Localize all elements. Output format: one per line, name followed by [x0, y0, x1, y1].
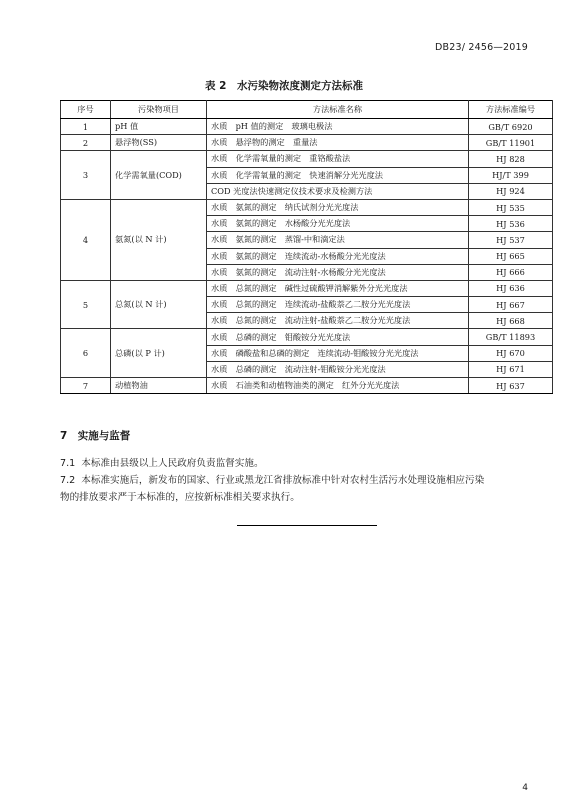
pollutant-item: pH 值 — [111, 119, 207, 135]
header-method-name: 方法标准名称 — [207, 101, 469, 119]
row-number: 5 — [61, 280, 111, 329]
method-name: 水质 化学需氧量的测定 快速消解分光光度法 — [207, 167, 469, 183]
method-code: HJ 924 — [469, 183, 553, 199]
method-code: HJ 670 — [469, 345, 553, 361]
method-name: 水质 氨氮的测定 水杨酸分光光度法 — [207, 216, 469, 232]
method-code: HJ 671 — [469, 361, 553, 377]
table-row — [61, 135, 553, 151]
method-name: 水质 总氮的测定 连续流动-盐酸萘乙二胺分光光度法 — [207, 297, 469, 313]
header-pollutant: 污染物项目 — [111, 101, 207, 119]
paragraph-7-2 — [60, 472, 552, 506]
header-no: 序号 — [61, 101, 111, 119]
table-row — [61, 199, 553, 215]
header-method-code: 方法标准编号 — [469, 101, 553, 119]
row-number: 2 — [61, 135, 111, 151]
method-code: GB/T 11893 — [469, 329, 553, 345]
pollutant-item: 总氮(以 N 计) — [111, 280, 207, 329]
method-code: HJ 668 — [469, 313, 553, 329]
table-row — [61, 329, 553, 345]
pollutant-item: 总磷(以 P 计) — [111, 329, 207, 378]
table-row — [61, 119, 553, 135]
clause-number: 7.2 — [60, 475, 76, 486]
method-name: COD 光度法快速测定仪技术要求及检测方法 — [207, 183, 469, 199]
method-name: 水质 氨氮的测定 纳氏试剂分光光度法 — [207, 199, 469, 215]
method-name: 水质 悬浮物的测定 重量法 — [207, 135, 469, 151]
table-row — [61, 378, 553, 394]
clause-text: 本标准由县级以上人民政府负责监督实施。 — [81, 458, 264, 469]
document-code: DB23/ 2456—2019 — [435, 42, 528, 53]
method-name: 水质 磷酸盐和总磷的测定 连续流动-钼酸铵分光光度法 — [207, 345, 469, 361]
end-rule — [237, 525, 377, 526]
clause-number: 7.1 — [60, 458, 76, 469]
method-name: 水质 pH 值的测定 玻璃电极法 — [207, 119, 469, 135]
table-body — [61, 119, 553, 394]
table-row — [61, 151, 553, 167]
clause-text-line-2: 物的排放要求严于本标准的，应按新标准相关要求执行。 — [60, 492, 300, 503]
pollutant-item: 氨氮(以 N 计) — [111, 199, 207, 280]
method-code: HJ 666 — [469, 264, 553, 280]
method-name: 水质 化学需氧量的测定 重铬酸盐法 — [207, 151, 469, 167]
method-code: GB/T 11901 — [469, 135, 553, 151]
method-name: 水质 氨氮的测定 流动注射-水杨酸分光光度法 — [207, 264, 469, 280]
method-code: HJ 535 — [469, 199, 553, 215]
table-row — [61, 280, 553, 296]
method-name: 水质 总氮的测定 流动注射-盐酸萘乙二胺分光光度法 — [207, 313, 469, 329]
method-code: HJ/T 399 — [469, 167, 553, 183]
table-title: 表 2 水污染物浓度测定方法标准 — [205, 80, 363, 92]
method-code: HJ 667 — [469, 297, 553, 313]
method-code: HJ 536 — [469, 216, 553, 232]
row-number: 3 — [61, 151, 111, 200]
method-code: HJ 636 — [469, 280, 553, 296]
pollutant-item: 悬浮物(SS) — [111, 135, 207, 151]
method-code: GB/T 6920 — [469, 119, 553, 135]
row-number: 6 — [61, 329, 111, 378]
method-name: 水质 石油类和动植物油类的测定 红外分光光度法 — [207, 378, 469, 394]
row-number: 4 — [61, 199, 111, 280]
method-code: HJ 828 — [469, 151, 553, 167]
method-code: HJ 665 — [469, 248, 553, 264]
method-name: 水质 总磷的测定 钼酸铵分光光度法 — [207, 329, 469, 345]
row-number: 7 — [61, 378, 111, 394]
method-name: 水质 总磷的测定 流动注射-钼酸铵分光光度法 — [207, 361, 469, 377]
clause-text-line-1: 本标准实施后，新发布的国家、行业或黑龙江省排放标准中针对农村生活污水处理设施相应污染 — [81, 475, 485, 486]
table-header-row — [61, 101, 553, 119]
method-code: HJ 637 — [469, 378, 553, 394]
section-heading: 7 实施与监督 — [60, 430, 131, 442]
methods-table — [60, 100, 553, 394]
pollutant-item: 化学需氧量(COD) — [111, 151, 207, 200]
method-code: HJ 537 — [469, 232, 553, 248]
method-name: 水质 氨氮的测定 蒸馏-中和滴定法 — [207, 232, 469, 248]
row-number: 1 — [61, 119, 111, 135]
page-number: 4 — [522, 783, 528, 793]
method-name: 水质 氨氮的测定 连续流动-水杨酸分光光度法 — [207, 248, 469, 264]
paragraph-7-1 — [60, 455, 552, 472]
pollutant-item: 动植物油 — [111, 378, 207, 394]
method-name: 水质 总氮的测定 碱性过硫酸钾消解紫外分光光度法 — [207, 280, 469, 296]
